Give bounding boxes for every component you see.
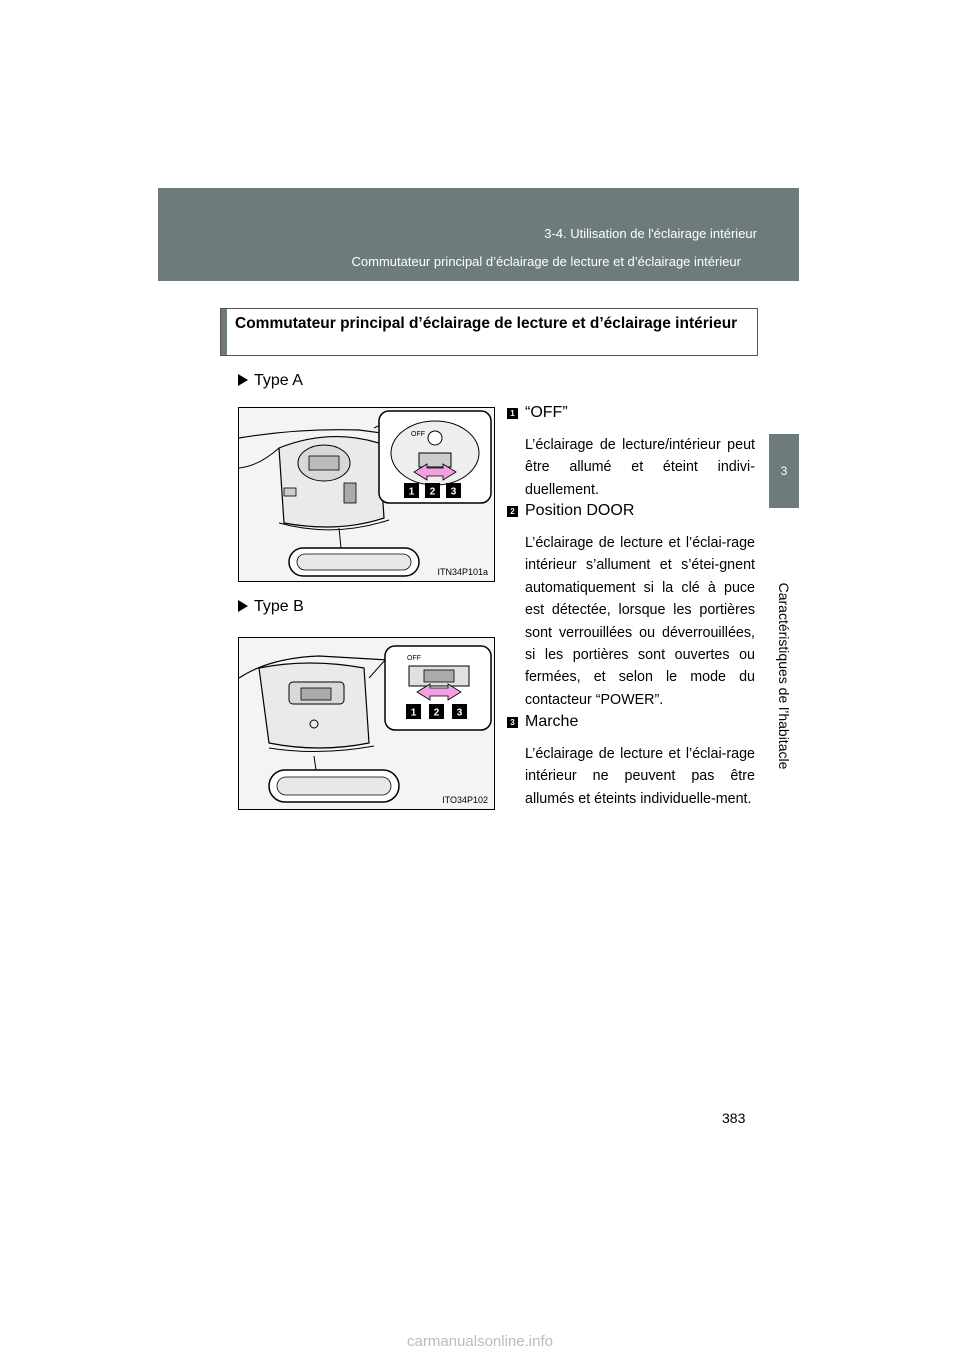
triangle-bullet-icon — [238, 374, 248, 386]
chapter-tab — [769, 434, 799, 508]
item-description: L’éclairage de lecture/intérieur peut être allumé et éteint indivi-duellement. — [525, 437, 755, 498]
item-number-badge: 1 — [507, 408, 518, 419]
callout-2: 2 — [433, 707, 440, 719]
figure-type-a — [238, 407, 495, 582]
section-title: 3-4. Utilisation de l'éclairage intérieur — [544, 226, 757, 241]
chapter-label-tab — [769, 508, 799, 844]
subsection-title: Commutateur principal d’éclairage de lecture et d’éclairage intérieur — [351, 254, 741, 269]
callout-1: 1 — [408, 486, 415, 498]
triangle-bullet-icon — [238, 600, 248, 612]
svg-text:OFF: OFF — [411, 431, 425, 438]
type-a-label: Type A — [238, 372, 303, 390]
item-description: L’éclairage de lecture et l’éclai-rage intérieur ne peuvent pas être allumés et éteints individuelle-ment. — [525, 746, 755, 807]
watermark: carmanualsonline.info — [407, 1333, 553, 1350]
page-header — [158, 188, 799, 281]
callout-2: 2 — [429, 486, 436, 498]
item-off — [507, 404, 755, 501]
item-on — [507, 713, 755, 810]
chapter-number: 3 — [780, 464, 788, 478]
figure-type-b — [238, 637, 495, 810]
callout-1: 1 — [410, 707, 417, 719]
figure-code: ITO34P102 — [442, 795, 488, 805]
item-heading: 3 Marche — [507, 713, 755, 731]
item-heading: 1 “OFF” — [507, 404, 755, 422]
item-door — [507, 502, 755, 711]
section-heading-box — [220, 308, 758, 356]
item-number-badge: 3 — [507, 717, 518, 728]
page-number: 383 — [722, 1110, 746, 1126]
section-heading: Commutateur principal d’éclairage de lecture et d’éclairage intérieur — [235, 315, 738, 332]
callout-3: 3 — [456, 707, 463, 719]
callout-3: 3 — [450, 486, 457, 498]
overhead-console-illustration — [239, 408, 495, 582]
item-description: L’éclairage de lecture et l’éclai-rage intérieur s’allument et s’étei-gnent automatiquement si la clé à puce est détectée, lorsque les portières sont verrouillées ou déverrouillées, si les portières sont ouvertes ou fermées, et selon le mode du contacteur “POWER”. — [525, 535, 755, 708]
figure-code: ITN34P101a — [437, 567, 488, 577]
item-number-badge: 2 — [507, 506, 518, 517]
type-b-label: Type B — [238, 598, 304, 616]
chapter-label: Caractéristiques de l’habitacle — [776, 582, 792, 770]
item-heading: 2 Position DOOR — [507, 502, 755, 520]
overhead-console-illustration — [239, 638, 495, 810]
svg-text:OFF: OFF — [407, 655, 421, 662]
